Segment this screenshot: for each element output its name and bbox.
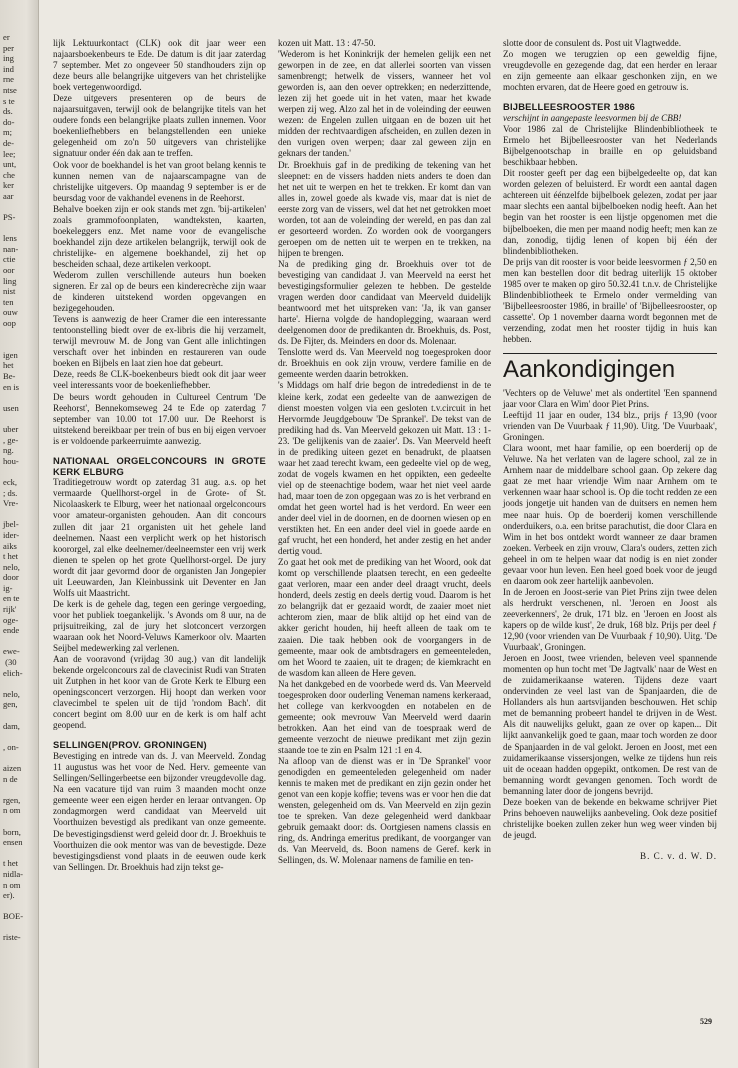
paragraph: Na het dankgebed en de voorbede werd ds. Van Meerveld toegesproken door ouderling Veneman namens kerkeraad, het college van kerkvoogden en notabelen en de gemeente; ook mevrouw Van Meerveld werd daarin betrokken. Aan het eind van de toespraak werd de gemeente verzocht de nieuwe predikant met zijn gezin staande toe te zin en Psalm 121 :1 en 4. — [278, 678, 491, 755]
paragraph: De prijs van dit rooster is voor beide leesvormen ƒ 2,50 en men kan bestellen door dit bedrag uiterlijk 15 oktober 1985 over te maken op giro 50.32.41 t.n.v. de Christelijke Blindenbibliotheek te Ermelo onder vermelding van 'Bijbelleesrooster 1986, in braille' of 'Bijbelleesrooster, op cassette'. Op 1 november daarna wordt begonnen met de verzending, zodat men het rooster tijdig in huis kan hebben. — [503, 256, 717, 344]
paragraph: kozen uit Matt. 13 : 47-50. — [278, 38, 376, 48]
paragraph: 's Middags om half drie begon de intrededienst in de te kleine kerk, zodat een gedeelte van de aanwezigen de dienst moesten volgen via een gesloten t.v.circuit in het Hervormde Jeugdgebouw 'De Sprankel'. De tekst van de prediking had ds. Van Meerveld gekozen uit Matt. 13 : 1-23. 'De gelijkenis van de zaaier'. Ds. Van Meerveld heeft in de prediking uiteen gezet en benadrukt, de plaatsen waar het zaad terecht kwam, een gedeelte viel op de weg, zodat de vogels kwamen en het oppikten, een gedeelte viel op de steenachtige bodem, waar het niet veel aarde had, maar toen de zon opgegaan was zo is het verbrand en omdat het geen wortel had is het verdord. En weer een ander deel viel in de doornen, en de doornen wiesen op en verstikten het. En een ander deel viel in goede aarde en gaf vrucht, het een honderd, het ander zestig en het ander dertig voud. — [278, 380, 491, 557]
paragraph: Voor 1986 zal de Christelijke Blindenbibliotheek te Ermelo het Bijbelleesrooster van het Nederlands Bijbelgenootschap in braille en op geluidsband beschikbaar hebben. — [503, 124, 717, 168]
paragraph: Aan de vooravond (vrijdag 30 aug.) van dit landelijk bekende orgelconcours zal de clavecinist Rudi van Straten uit Zutphen in het koor van de Grote Kerk te Elburg een openingsconcert verzorgen. Hij hoopt dan werken voor clavecimbel te spelen uit de tijd 'rondom Bach'. dit concert begint om 8.00 uur en de kerk is om half acht geopend. — [53, 654, 266, 731]
section-heading: NATIONAAL ORGELCONCOURS IN GROTE KERK ELBURG — [53, 454, 266, 477]
paragraph: De kerk is de gehele dag, tegen een geringe vergoeding, voor het publiek toegankelijk. 's Avonds om 8 uur, na de prijsuitreiking, zal de jury het slotconcert verzorgen waaraan ook het Noord-Veluws Kamerkoor olv. Maarten Seijbel medewerking zal verlenen. — [53, 598, 266, 654]
section-heading: SELLINGEN(PROV. GRONINGEN) — [53, 739, 207, 751]
paragraph: Zo mogen we terugzien op een geweldig fijne, vreugdevolle en gezegende dag, dat een herder en leraar en zijn gemeente aan elkaar geschonken zijn, en we mochten ervaren, dat de Heere goed en getrouw is. — [503, 49, 717, 93]
paragraph: 'Vechters op de Veluwe' met als ondertitel 'Een spannend jaar voor Clara en Wim' door Piet Prins. — [503, 388, 717, 410]
paragraph: Deze, reeds 8e CLK-boekenbeurs biedt ook dit jaar weer veel interessants voor de boekenliefhebber. — [53, 369, 266, 391]
paragraph: De beurs wordt gehouden in Cultureel Centrum 'De Reehorst', Bennekomseweg 24 te Ede op zaterdag 7 september van 10.00 tot 17.00 uur. De Reehorst is uitstekend bereikbaar per trein of bus en bij eigen vervoer is er voldoende parkeerruimte aanwezig. — [53, 391, 266, 446]
paragraph: Behalve boeken zijn er ook stands met zgn. 'bij-artikelen' zoals grammofoonplaten, wandteksten, kaarten, boekeleggers enz. Met name voor de evangelische boekhandel zijn deze artikelen belangrijk, terwijl ook de christelijke- en algemene boekhandel, zij het op bescheiden schaal, deze artikelen verkoopt. — [53, 203, 266, 269]
paragraph: Traditiegetrouw wordt op zaterdag 31 aug. a.s. op het vermaarde Quellhorst-orgel in de Grote- of St. Nicolaaskerk te Elburg, weer het nationaal orgelconcours voor amateur-organisten gehouden. Aan dit concours zullen dit jaar 21 organisten uit het gehele land deelnemen. Naast een verplicht werk op het historisch koororgel, zal elke deelnemer/deelneemster een vrij werk dienen te spelen op het grote Quellhorst-orgel. De jury wordt dit jaar gevormd door de organisten Jan Jongepier uit Leeuwarden, Jan Kleinbussink uit Deventer en Jan Wolfs uit Maastricht. — [53, 477, 266, 598]
previous-page-fragments: er per ing ind rne ntse s te ds. do- m; de- lee; unt, che ker aar PS- lens nan- ctie oor ling nist ten ouw oop igen het Be- en is usen uber , ge- ng. hou- eck, ; ds. Vre- jbel- ider- aiks t het nelo, door ig- en te rijk' oge- ende ewe- (30 elich- nelo, gen, dam, , on- aizen n de rgen, n om born, ensen t het nidla- n om er). BOE- riste- — [3, 32, 24, 943]
section-subtitle: verschijnt in aangepaste leesvormen bij de CBB! — [503, 113, 682, 124]
paragraph: Zo gaat het ook met de prediking van het Woord, ook dat komt op verschillende plaatsen terecht, en een gedeelte gaat verloren, maar een ander deel draagt vrucht, deels honderd, deels zestig en deels dertig voud. Daarom is het zo belangrijk dat er gezaaid wordt, de zaaier moet niet achterom zien, maar de blik altijd op het eind van de akker gericht houden, hij heeft alleen de taak om te zaaien. Die taak hebben ook de voorgangers in de gemeente, maar ook de ambtsdragers en gemeenteleden, om het Woord te zaaien, uit te dragen; de kiemkracht en de wasdom kan alleen de Here geven. — [278, 557, 491, 678]
column-left — [53, 38, 266, 873]
paragraph: Tevens is aanwezig de heer Cramer die een interessante tentoonstelling biedt over de ex-libris die hij verzamelt, terwijl mevrouw M. de Jong van Gent alle inlichtingen verschaft over het inbinden en restaureren van oude boeken en Bijbels en laat zien hoe dat gebeurt. — [53, 314, 266, 369]
paragraph: Na afloop van de dienst was er in 'De Sprankel' voor genodigden en gemeenteleden gelegenheid om nader kennis te maken met de predikant en zijn gezin onder het genot van een kopje koffie; tevens was er voor hen die dat wensten, gelegenheid om ds. Van Meerveld en zijn gezin toe te spreken. Van deze gelegenheid werd dankbaar gebruik gemaakt door: ds. Oortgiesen namens classis en ring, ds. Andringa emeritus predikant, de voorganger van ds. Van Meerveld, ds. Boon namens de Geref. kerk in Sellingen, ds. W. Molenaar namens de familie en ten- — [278, 756, 491, 866]
paragraph: In de Jeroen en Joost-serie van Piet Prins zijn twee delen als herdrukt verschenen, nl. 'Jeroen en Joost als zeeverkenners', 2e druk, 171 blz. en 'Jeroen en Joost als kapers op de wilde kust', 2e druk, 168 blz. Prijs per deel ƒ 12,90 (voor vrienden van De Vuurbaak ƒ 10,90). Uitg. 'De Vuurbaak', Groningen. — [503, 586, 717, 653]
paragraph: Deze boeken van de bekende en bekwame schrijver Piet Prins behoeven nauwelijks aanbeveling. Ook deze positief christelijke boeken zullen zeker hun weg weer vinden bij de jeugd. — [503, 796, 717, 840]
paragraph: Bevestiging en intrede van ds. J. van Meerveld. Zondag 11 augustus was het voor de Ned. Herv. gemeente van Sellingen/Sellingerbeetse een bijzonder vreugdevolle dag. Na een vacature tijd van ruim 3 maanden mocht onze gemeente weer een eigen herder en leraar ontvangen. Op zondagmorgen werd candidaat van Meerveld uit Voorthuizen bevestigd als predikant van onze gemeente. De bevestigingsdienst werd geleid door dr. J. Broekhuis te Voorthuizen die ook mentor was van de bevestigde. Deze bevestigingsdienst vond plaats in de eeuwen oude kerk van Sellingen. Dr. Broekhuis had zijn tekst ge- — [53, 751, 266, 872]
paragraph: Tenslotte werd ds. Van Meerveld nog toegesproken door dr. Broekhuis en ook zijn vrouw, verdere familie en de gemeente werden daarin betrokken. — [278, 347, 491, 380]
paragraph: Dr. Broekhuis gaf in de prediking de tekening van het sleepnet: en de vissers hadden niets anders te doen dan het net uit te werpen en het te trekken. Er komt dan van alles in, zowel goede als kwade vis, maar dat is niet de eerste zorg van de vissers, wel dat het net getrokken moet worden, tot aan de voleinding der wereld, en pas dan zal er gesorteerd worden. Zo worden ook de voorgangers geroepen om de netten uit te werpen en te trekken, na hijpen te brengen. — [278, 159, 491, 258]
author-signature: B. C. v. d. W. D. — [640, 850, 717, 861]
paragraph: Deze uitgevers presenteren op de beurs de najaarsuitgaven, terwijl ook de belangrijke titels van het oudere fonds een belangrijke plaats zullen innemen. Voor boekenliefhebbers en belangstellenden een unieke gelegenheid om zo'n 50 uitgevers van christelijke signatuur onder één dak aan te treffen. — [53, 93, 266, 159]
paragraph: Leeftijd 11 jaar en ouder, 134 blz., prijs ƒ 13,90 (voor vrienden van De Vuurbaak ƒ 11,90). Uitg. 'De Vuurbaak', Groningen. — [503, 410, 717, 443]
announcements-heading: Aankondigingen — [503, 353, 717, 384]
paragraph: Na de prediking ging dr. Broekhuis over tot de bevestiging van candidaat J. van Meerveld na eerst het bevestigingsformulier gelezen te hebben. De gestelde vragen werden door candidaat van Meerveld duidelijk beantwoord met het uitspreken van: 'Ja, ik van ganser harte'. Hierna volgde de handoplegging, waaraan werd deelgenomen door de predikanten dr. Broekhuis, ds. Post, ds. De Fijter, ds. Meinders en door ds. Molenaar. — [278, 258, 491, 347]
paragraph: Wederom zullen verschillende auteurs hun boeken signeren. Er zal op de beurs een kinderecrèche zijn waar de kinderen uitstekend worden opgevangen en bezigegehouden. — [53, 269, 266, 314]
paragraph: Clara woont, met haar familie, op een boerderij op de Veluwe. Na het verlaten van de lagere school, zal ze in Arnhem naar de middelbare school gaan. Op zekere dag gaat ze met haar vriendje Wim naar Arnhem om te verkennen waar haar school is. Op die tocht redden ze een joods jongetje uit handen van de duitsers en nemen hem mee naar huis. Op de boerderij komen verschillende onderduikers, o.a. een britse parachutist, die door Clara en Wim in het bos ontdekt wordt wanneer ze daar bramen zoeken. Verbeek en zijn vrouw, Clara's ouders, zetten zich geheel in om te helpen waar dat nodig is en niet zonder gevaar voor hun leven. Een heel goed boek voor de jeugd en daarom ook zeer hartelijk aanbevolen. — [503, 443, 717, 586]
column-right — [503, 38, 717, 862]
page-number: 529 — [700, 1017, 712, 1026]
previous-page-edge — [0, 0, 39, 1068]
paragraph: slotte door de consulent ds. Post uit Vlagtwedde. — [503, 38, 682, 48]
paragraph: 'Wederom is het Koninkrijk der hemelen gelijk een net geworpen in de zee, en dat allerlei soorten van vissen samenbrengt; hetwelk de vissers, wanneer het vol geworden is, aan den oever optrekken; en nederzittende, lezen zij het goede uit in het vaten, maar het kwade werpen zij weg. Alzo zal het in de voleinding der eeuwen wezen: de Engelen zullen uitgaan en de bozen uit het midden der rechtvaardigen afscheiden, en zullen dezen in den vurigen oven werpen; daar zal geween zijn en geknars der tanden.' — [278, 49, 491, 159]
column-middle — [278, 38, 491, 867]
section-heading: BIJBELLEESROOSTER 1986 — [503, 101, 636, 113]
paragraph: Dit rooster geeft per dag een bijbelgedeelte op, dat kan worden gelezen of beluisterd. Er wordt een aantal dagen achtereen uit éénzelfde bijbelboek gelezen, zodat per jaar maar slechts een aantal bijbelboeken nodig heeft. Aan het begin van het rooster is een lijstje opgenomen met die bijbelboeken, die men per maand nodig heeft; men kan ze dan, zonodig, tijdig lenen of kopen bij één der blindenbibliotheken. — [503, 168, 717, 256]
paragraph: Ook voor de boekhandel is het van groot belang kennis te kunnen nemen van de najaarscampagne van de christelijke uitgevers. Op maandag 9 september is er de beursdag voor de vakhandel evenens in de Reehorst. — [53, 159, 266, 203]
paragraph: Jeroen en Joost, twee vrienden, beleven veel spannende momenten op hun tocht met 'De Jagtvalk' naar de West en de zuidamerikaanse wateren. Tijdens deze vaart ondervinden ze veel last van de Spanjaarden, die de Hollanders als hun aartsvijanden beschouwen. Het schip met de bemanning probeert handel te drijven in de West. Als dit nauwelijks gelukt, gaan ze over op kapen... Dit lijkt aanvankelijk goed te gaan, maar toch worden ze door de Spanjaarden in de val gelokt. Jeroen en Joost, met een zuidamerikaanse vissersjongen, welke ze tijdens hun reis uit de oceaan hadden opgepikt, ontkomen. De rest van de bemanning wordt gevangen genomen. Toch wordt de bemanning later door de jongens bevrijd. — [503, 653, 717, 796]
paragraph: lijk Lektuurkontact (CLK) ook dit jaar weer een najaarsboekenbeurs te Ede. De datum is dit jaar zaterdag 7 september. Met zo ongeveer 50 standhouders zijn op deze beurs alle belangrijke uitgevers van het christelijke boek vertegenwoordigd. — [53, 38, 266, 93]
